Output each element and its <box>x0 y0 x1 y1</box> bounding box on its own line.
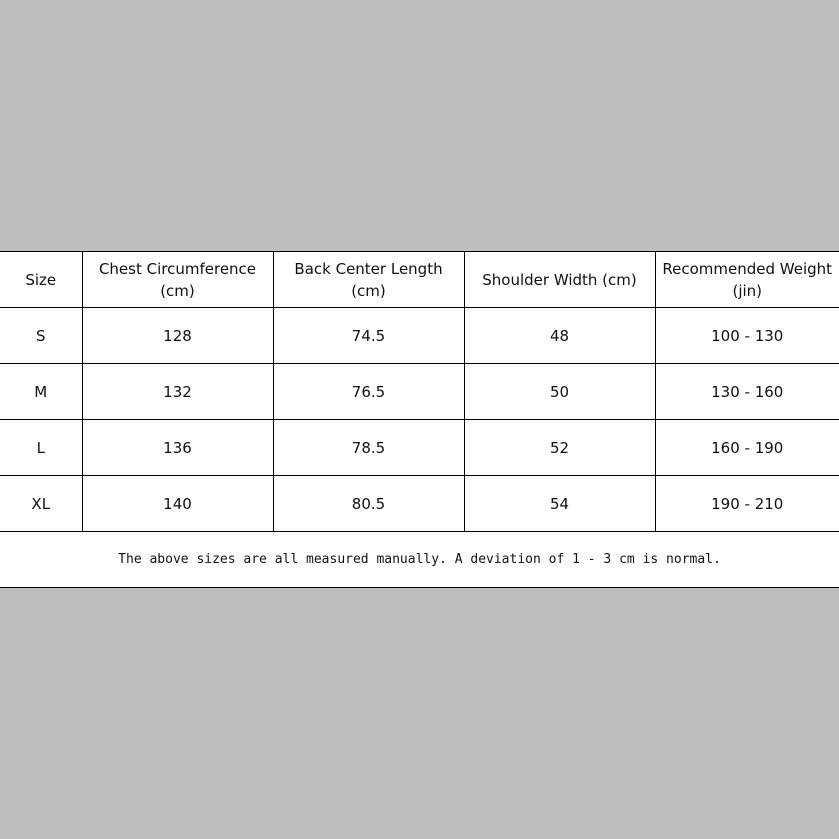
cell-back-length: 74.5 <box>273 308 464 364</box>
cell-back-length: 78.5 <box>273 420 464 476</box>
cell-shoulder: 54 <box>464 476 655 532</box>
cell-chest: 128 <box>82 308 273 364</box>
cell-shoulder: 50 <box>464 364 655 420</box>
header-size: Size <box>0 252 82 308</box>
cell-size: XL <box>0 476 82 532</box>
table-row <box>0 308 839 364</box>
cell-weight: 130 - 160 <box>655 364 839 420</box>
measurement-note: The above sizes are all measured manually. A deviation of 1 - 3 cm is normal. <box>0 532 839 588</box>
header-row <box>0 252 839 308</box>
table-row <box>0 364 839 420</box>
cell-chest: 140 <box>82 476 273 532</box>
cell-size: L <box>0 420 82 476</box>
cell-size: M <box>0 364 82 420</box>
table-row <box>0 476 839 532</box>
size-chart-table <box>0 251 839 588</box>
cell-weight: 100 - 130 <box>655 308 839 364</box>
cell-chest: 132 <box>82 364 273 420</box>
header-shoulder-width: Shoulder Width (cm) <box>464 252 655 308</box>
cell-weight: 190 - 210 <box>655 476 839 532</box>
header-back-center-length: Back Center Length (cm) <box>273 252 464 308</box>
cell-size: S <box>0 308 82 364</box>
cell-shoulder: 48 <box>464 308 655 364</box>
cell-back-length: 76.5 <box>273 364 464 420</box>
cell-back-length: 80.5 <box>273 476 464 532</box>
table-row <box>0 420 839 476</box>
header-recommended-weight: Recommended Weight (jin) <box>655 252 839 308</box>
note-row <box>0 532 839 588</box>
header-chest-circumference: Chest Circumference (cm) <box>82 252 273 308</box>
cell-weight: 160 - 190 <box>655 420 839 476</box>
cell-chest: 136 <box>82 420 273 476</box>
cell-shoulder: 52 <box>464 420 655 476</box>
